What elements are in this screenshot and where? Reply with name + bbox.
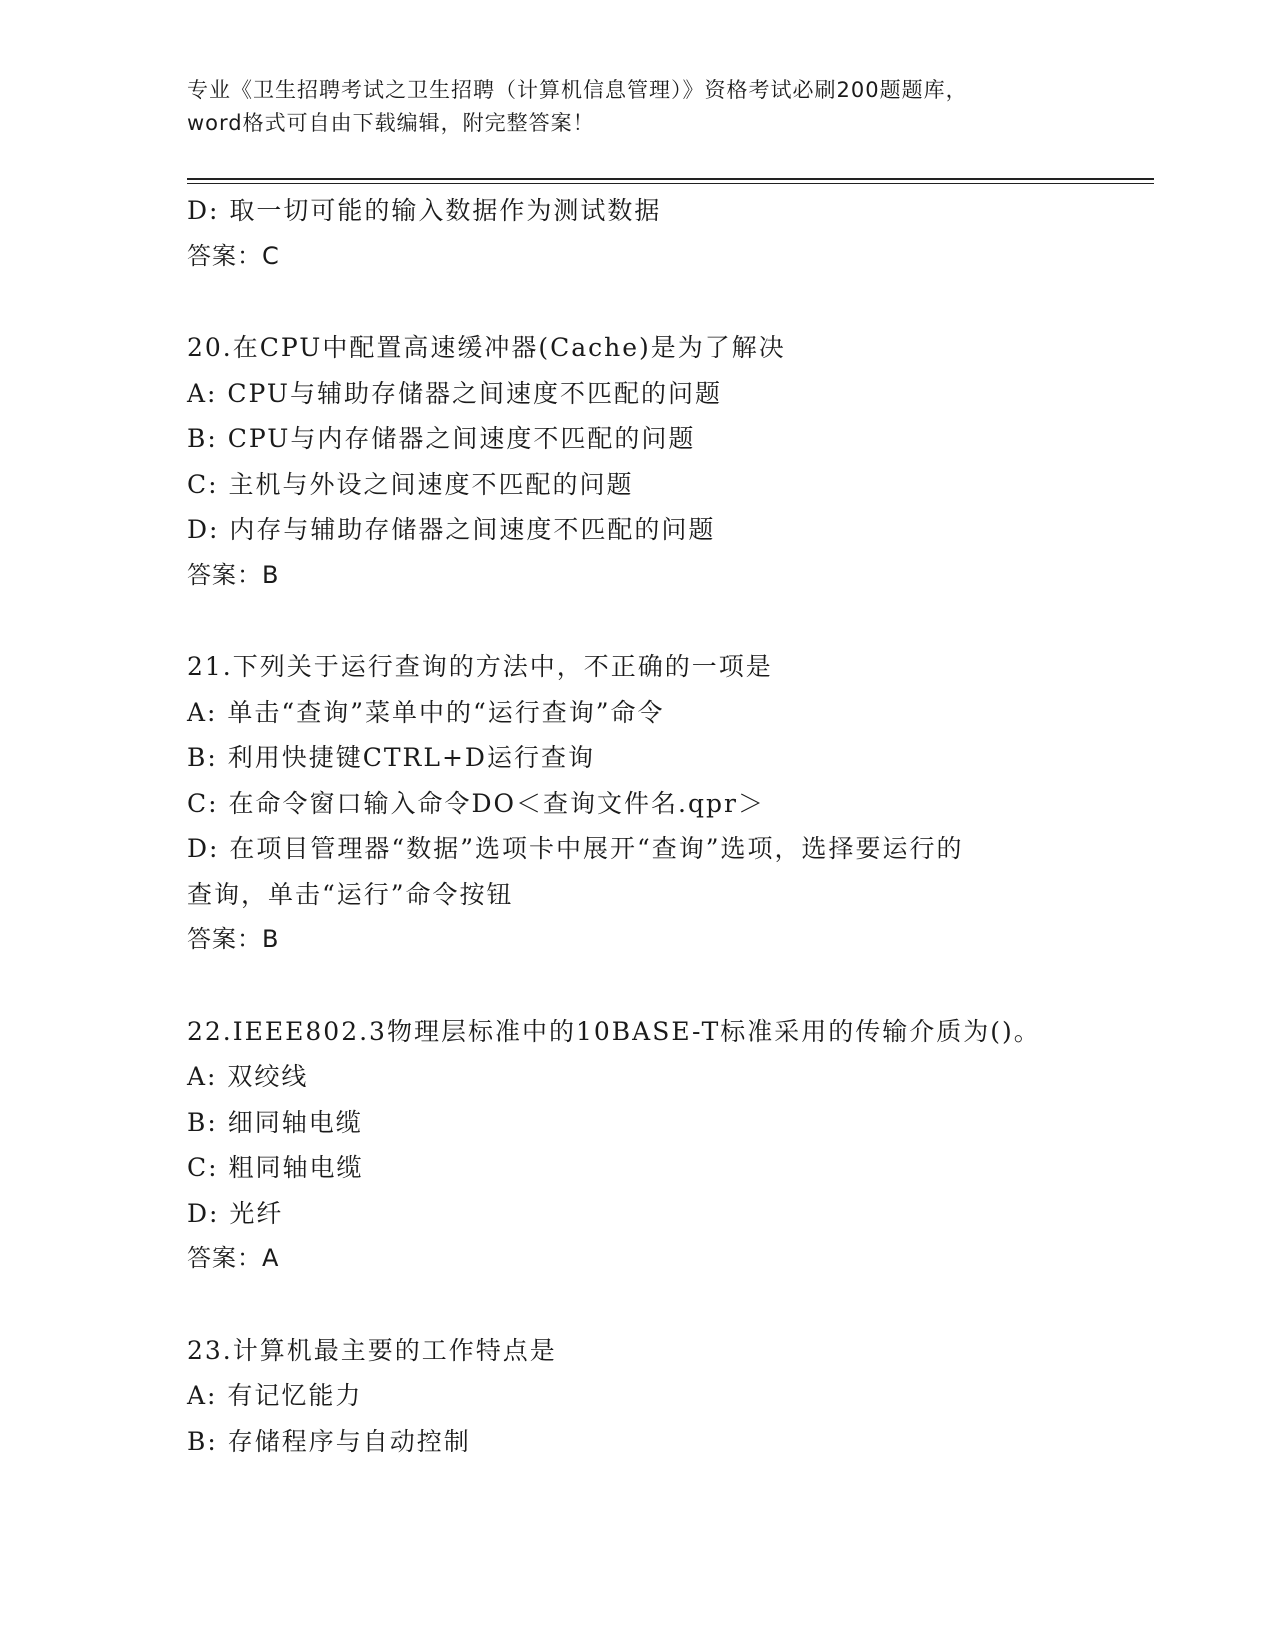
option-c: C: 在命令窗口输入命令DO＜查询文件名.qpr＞	[187, 788, 765, 818]
option-b: B: 存储程序与自动控制	[187, 1426, 471, 1456]
header-divider-thin	[187, 183, 1154, 184]
question-stem: 23.计算机最主要的工作特点是	[187, 1335, 557, 1365]
option-b: B: CPU与内存储器之间速度不匹配的问题	[187, 424, 696, 453]
question-stem: 22.IEEE802.3物理层标准中的10BASE-T标准采用的传输介质为()。	[187, 1016, 1041, 1046]
option-a: A: CPU与辅助存储器之间速度不匹配的问题	[187, 378, 723, 408]
answer-line: 答案：B	[187, 925, 280, 953]
option-b: B: 利用快捷键CTRL+D运行查询	[187, 743, 595, 772]
question-list	[187, 188, 1087, 1464]
option-b: B: 细同轴电缆	[187, 1107, 363, 1137]
question-stem: 21.下列关于运行查询的方法中，不正确的一项是	[187, 652, 773, 681]
question-20	[187, 325, 1087, 598]
spacer	[187, 598, 1087, 644]
option-a: A: 有记忆能力	[187, 1381, 363, 1410]
question-22	[187, 1009, 1087, 1282]
header-title-line-2: word格式可自由下载编辑，附完整答案！	[187, 111, 595, 135]
header-divider-thick	[187, 178, 1154, 180]
spacer	[187, 963, 1087, 1009]
option-d: D: 取一切可能的输入数据作为测试数据	[187, 196, 662, 225]
option-d: D: 在项目管理器“数据”选项卡中展开“查询”选项，选择要运行的	[187, 834, 964, 863]
answer-line: 答案：C	[187, 241, 280, 270]
spacer	[187, 1282, 1087, 1328]
option-a: A: 双绞线	[187, 1062, 309, 1091]
option-d-continuation: 查询，单击“运行”命令按钮	[187, 879, 514, 909]
question-23	[187, 1328, 1087, 1465]
spacer	[187, 279, 1087, 325]
option-c: C: 主机与外设之间速度不匹配的问题	[187, 469, 634, 499]
option-d: D: 光纤	[187, 1198, 284, 1228]
option-a: A: 单击“查询”菜单中的“运行查询”命令	[187, 697, 665, 727]
question-21	[187, 644, 1087, 963]
question-stem: 20.在CPU中配置高速缓冲器(Cache)是为了解决	[187, 333, 786, 362]
previous-question-tail	[187, 188, 1087, 279]
option-d: D: 内存与辅助存储器之间速度不匹配的问题	[187, 515, 716, 544]
answer-line: 答案：A	[187, 1244, 280, 1272]
document-header	[187, 74, 1087, 140]
option-c: C: 粗同轴电缆	[187, 1153, 364, 1182]
answer-line: 答案：B	[187, 560, 280, 589]
header-title-line-1: 专业《卫生招聘考试之卫生招聘（计算机信息管理）》资格考试必刷200题题库，	[187, 78, 968, 102]
